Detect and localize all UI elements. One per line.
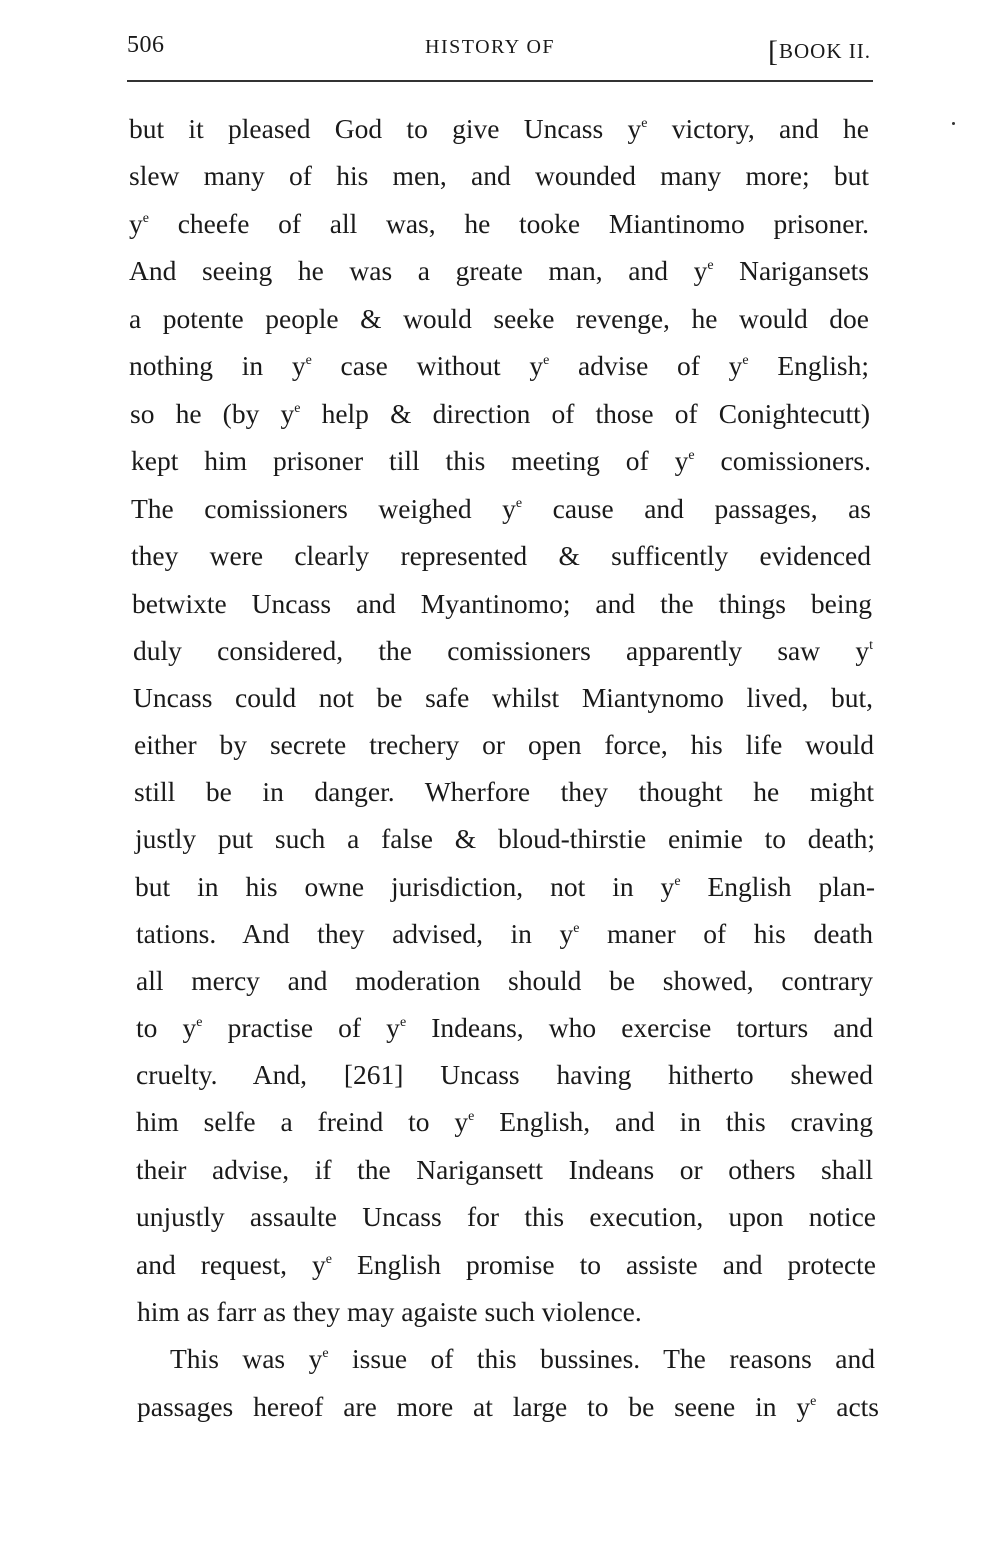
text-line: [131, 492, 871, 526]
text-run: but it pleased God to give Uncass y: [129, 113, 642, 144]
superscript: e: [305, 353, 312, 368]
running-header: [127, 32, 871, 72]
text-run: unjustly assaulte Uncass for this execution, upon notice: [136, 1201, 876, 1232]
text-line: [136, 1058, 873, 1092]
text-run: still be in danger. Wherfore they thought he might: [134, 776, 874, 807]
text-run: so he (by y: [130, 398, 295, 429]
text-run: him as farr as they may agaiste such violence.: [137, 1296, 642, 1327]
text-run: kept him prisoner till this meeting of y: [131, 445, 689, 476]
superscript: e: [142, 211, 149, 226]
text-run: either by secrete trechery or open force, his life would: [134, 729, 874, 760]
text-run: Narigansets: [713, 255, 869, 286]
text-run: advise of y: [549, 350, 743, 381]
text-line: [129, 159, 869, 193]
text-run: passages hereof are more at large to be seene in y: [137, 1391, 811, 1422]
text-line: [129, 207, 869, 241]
text-run: slew many of his men, and wounded many more; but: [129, 160, 869, 191]
book-bracket: [: [768, 35, 779, 68]
text-run: practise of y: [202, 1012, 400, 1043]
superscript: e: [325, 1252, 332, 1267]
text-run: Indeans, who exercise torturs and: [406, 1012, 873, 1043]
superscript: e: [294, 401, 301, 416]
book-label: [768, 32, 871, 66]
superscript: e: [707, 258, 714, 273]
text-run: their advise, if the Narigansett Indeans or others shall: [136, 1154, 873, 1185]
text-line: [136, 1153, 873, 1187]
text-line: [136, 1248, 876, 1282]
text-line: [131, 539, 871, 573]
text-line: [133, 681, 873, 715]
text-run: maner of his death: [579, 918, 873, 949]
text-run: betwixte Uncass and Myantinomo; and the things being: [132, 588, 872, 619]
text-line: [129, 254, 869, 288]
text-line: [134, 775, 874, 809]
text-run: nothing in y: [129, 350, 306, 381]
superscript: e: [742, 353, 749, 368]
text-line: [136, 1200, 876, 1234]
text-line: [137, 1295, 764, 1329]
superscript: e: [810, 1394, 817, 1409]
text-run: English plan-: [680, 871, 875, 902]
text-line: [137, 1390, 879, 1424]
superscript: e: [641, 116, 648, 131]
text-run: And seeing he was a greate man, and y: [129, 255, 708, 286]
text-run: a potente people & would seeke revenge, he would doe: [129, 303, 869, 334]
superscript: e: [543, 353, 550, 368]
superscript: e: [196, 1015, 203, 1030]
superscript: e: [399, 1015, 407, 1030]
print-speck: [952, 122, 955, 125]
text-line: [134, 728, 874, 762]
text-line: [136, 1011, 873, 1045]
superscript: e: [674, 874, 681, 889]
text-run: help & direction of those of Conightecutt): [300, 398, 870, 429]
text-run: This was y: [170, 1343, 323, 1374]
text-run: they were clearly represented & sufficently evidenced: [131, 540, 871, 571]
text-line: [136, 917, 873, 951]
text-line: [135, 870, 875, 904]
text-run: cruelty. And, [261] Uncass having hitherto shewed: [136, 1059, 873, 1090]
text-line: [129, 349, 869, 383]
text-run: English promise to assiste and protecte: [331, 1249, 876, 1280]
superscript: e: [515, 496, 523, 511]
text-run: English, and in this craving: [474, 1106, 873, 1137]
book-number: BOOK II.: [779, 39, 871, 63]
text-run: cause and passages, as: [522, 493, 872, 524]
superscript: e: [322, 1346, 329, 1361]
superscript: e: [688, 448, 695, 463]
text-line: [136, 964, 873, 998]
text-run: cheefe of all was, he tooke Miantinomo prisoner.: [148, 208, 869, 239]
text-run: justly put such a false & bloud-thirstie enimie to death;: [135, 823, 875, 854]
text-run: comissioners.: [694, 445, 871, 476]
text-line: [129, 112, 869, 146]
header-rule: [127, 80, 873, 82]
text-line: [131, 444, 871, 478]
text-run: and request, y: [136, 1249, 326, 1280]
text-line: [130, 397, 870, 431]
text-line: [135, 822, 875, 856]
text-line: [170, 1342, 875, 1376]
text-line: [133, 634, 873, 668]
text-run: English;: [748, 350, 869, 381]
page-number: 506: [127, 32, 165, 58]
superscript: e: [468, 1109, 475, 1124]
text-run: duly considered, the comissioners apparently saw y: [133, 635, 870, 666]
text-run: but in his owne jurisdiction, not in y: [135, 871, 675, 902]
text-line: [129, 302, 869, 336]
text-run: him selfe a freind to y: [136, 1106, 469, 1137]
text-run: all mercy and moderation should be showed, contrary: [136, 965, 873, 996]
text-run: tations. And they advised, in y: [136, 918, 574, 949]
text-run: Uncass could not be safe whilst Miantynomo lived, but,: [133, 682, 873, 713]
text-run: y: [129, 208, 143, 239]
superscript: t: [869, 638, 873, 653]
text-line: [132, 587, 872, 621]
running-title: HISTORY OF: [425, 36, 556, 58]
text-run: victory, and he: [647, 113, 869, 144]
text-line: [136, 1105, 873, 1139]
superscript: e: [573, 921, 580, 936]
text-run: to y: [136, 1012, 197, 1043]
text-run: issue of this bussines. The reasons and: [328, 1343, 875, 1374]
text-run: acts: [816, 1391, 879, 1422]
text-run: case without y: [311, 350, 544, 381]
text-run: The comissioners weighed y: [131, 493, 516, 524]
